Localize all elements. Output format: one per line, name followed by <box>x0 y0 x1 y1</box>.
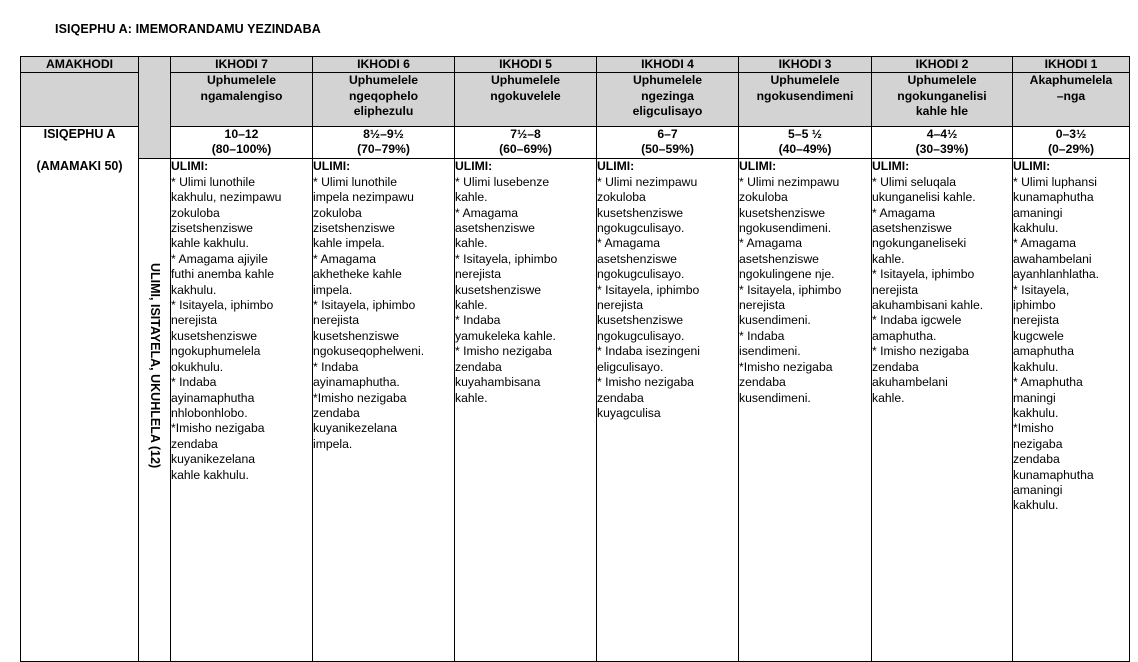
descriptor-line: Uphumelele <box>907 73 977 88</box>
rubric-table <box>20 56 1130 662</box>
criteria-line: kunamaphutha <box>1013 190 1094 205</box>
criteria-line: * Indaba <box>739 328 785 343</box>
code-label-6: IKHODI 6 <box>313 57 455 73</box>
criteria-line: kahle. <box>455 298 488 313</box>
criteria-line: nerejista <box>597 298 644 313</box>
criteria-line: zendaba <box>1013 452 1060 467</box>
criteria-line: zendaba <box>455 359 502 374</box>
criteria-line: * Ulimi seluqala <box>872 174 956 189</box>
criteria-line: ngokugculisayo. <box>597 267 685 282</box>
criteria-line: * Ulimi lusebenze <box>455 174 550 189</box>
descriptor-line: ngeqophelo <box>348 88 419 103</box>
criteria-line: impela. <box>313 436 353 451</box>
criteria-line: kusetshenziswe <box>739 205 826 220</box>
descriptor-line: ngokunganelisi <box>897 88 987 103</box>
descriptor-line: eliphezulu <box>353 103 414 118</box>
criteria-line: ayanhlanhlatha. <box>1013 267 1100 282</box>
criteria-line: kakhulu. <box>1013 359 1059 374</box>
criteria-heading: ULIMI: <box>1013 159 1051 174</box>
criteria-line: zokuloba <box>171 205 220 220</box>
criteria-heading: ULIMI: <box>313 159 351 174</box>
criteria-line: kakhulu. <box>171 282 217 297</box>
criteria-line: * Amagama <box>313 251 377 266</box>
criterion-label: ULIMI, ISITAYELA, UKUHLELA (12) <box>148 263 163 469</box>
descriptor-2 <box>872 73 1013 127</box>
codes-header: AMAKHODI <box>21 57 139 73</box>
descriptor-line: Uphumelele <box>490 73 561 88</box>
code-label-4: IKHODI 4 <box>597 57 739 73</box>
criteria-line: kusendimeni. <box>739 313 811 328</box>
criteria-line: kakhulu. <box>1013 498 1059 513</box>
criteria-6 <box>313 159 455 662</box>
criteria-line: * Indaba <box>455 313 501 328</box>
criteria-line: zendaba <box>171 436 218 451</box>
criteria-line: kahle. <box>872 390 905 405</box>
criteria-line: asetshenziswe <box>872 221 952 236</box>
descriptor-line: Uphumelele <box>348 73 419 88</box>
descriptor-spacer-cell <box>21 73 139 127</box>
criteria-line: zokuloba <box>313 205 362 220</box>
criteria-line: impela nezimpawu <box>313 190 414 205</box>
criteria-line: *Imisho nezigaba <box>739 359 833 374</box>
criteria-line: kunamaphutha <box>1013 467 1094 482</box>
descriptor-line: Akaphumelela <box>1029 73 1113 88</box>
criteria-line: maningi <box>1013 390 1056 405</box>
criteria-line: akuhambisani kahle. <box>872 298 984 313</box>
page-title: ISIQEPHU A: IMEMORANDAMU YEZINDABA <box>55 22 321 36</box>
criteria-line: asetshenziswe <box>739 251 819 266</box>
criteria-heading: ULIMI: <box>872 159 910 174</box>
criteria-line: amaphutha <box>1013 344 1074 359</box>
percent-range: (50–59%) <box>641 142 694 157</box>
criteria-line: * Isitayela, iphimbo <box>739 282 842 297</box>
criteria-line: * Ulimi luphansi <box>1013 174 1097 189</box>
criteria-line: isendimeni. <box>739 344 801 359</box>
criteria-heading: ULIMI: <box>739 159 777 174</box>
criteria-line: eligculisayo. <box>597 359 664 374</box>
criteria-line: * Amagama ajiyile <box>171 251 268 266</box>
descriptor-7 <box>171 73 313 127</box>
mark-range-7 <box>171 127 313 159</box>
percent-range: (40–49%) <box>778 142 832 157</box>
percent-range: (80–100%) <box>211 142 272 157</box>
section-name: ISIQEPHU A <box>43 127 116 142</box>
criteria-line: kuyagculisa <box>597 405 661 420</box>
criteria-line: kusetshenziswe <box>171 328 258 343</box>
descriptor-5 <box>455 73 597 127</box>
mark-range: 10–12 <box>224 127 259 142</box>
criteria-line: ngokuphumelela <box>171 344 261 359</box>
criteria-line: * Amagama <box>1013 236 1077 251</box>
codes-header-row <box>21 57 1130 73</box>
criteria-3 <box>739 159 872 662</box>
criteria-line: ngokugculisayo. <box>597 221 685 236</box>
criteria-line: ngokugculisayo. <box>597 328 685 343</box>
criteria-line: futhi anemba kahle <box>171 267 274 282</box>
mark-range: 6–7 <box>657 127 678 142</box>
criteria-line: * Imisho nezigaba <box>872 344 969 359</box>
percent-range: (60–69%) <box>499 142 552 157</box>
criteria-line: ukunganelisi kahle. <box>872 190 976 205</box>
criteria-line: ayinamaphutha <box>171 390 255 405</box>
descriptor-6 <box>313 73 455 127</box>
criteria-line: * Isitayela, iphimbo <box>171 298 274 313</box>
criteria-line: amaphutha. <box>872 328 937 343</box>
criteria-line: zokuloba <box>739 190 788 205</box>
descriptor-line: kahle hle <box>915 103 969 118</box>
mark-range: 8½–9½ <box>363 127 404 142</box>
criteria-line: kakhulu. <box>1013 405 1059 420</box>
criteria-line: * Imisho nezigaba <box>455 344 552 359</box>
criteria-line: *Imisho <box>1013 421 1054 436</box>
criteria-line: kahle. <box>455 190 488 205</box>
mark-range: 5–5 ½ <box>788 127 822 142</box>
descriptor-line: Uphumelele <box>770 73 840 88</box>
section-cell <box>21 127 139 662</box>
criteria-line: ngokunganeliseki <box>872 236 967 251</box>
criteria-7 <box>171 159 313 662</box>
criteria-line: * Amagama <box>597 236 661 251</box>
criteria-line: * Ulimi lunothile <box>171 174 255 189</box>
criteria-line: kahle impela. <box>313 236 385 251</box>
mark-range-2 <box>872 127 1013 159</box>
criteria-line: kusetshenziswe <box>313 328 400 343</box>
criteria-line: kusetshenziswe <box>597 205 684 220</box>
criteria-line: nerejista <box>313 313 360 328</box>
header-spacer-cell <box>139 57 171 159</box>
criteria-line: kusetshenziswe <box>455 282 542 297</box>
criteria-line: akuhambelani <box>872 375 948 390</box>
criteria-line: * Imisho nezigaba <box>597 375 694 390</box>
criteria-line: * Amagama <box>739 236 803 251</box>
criteria-line: amaningi <box>1013 482 1063 497</box>
descriptor-line: ngamalengiso <box>200 88 283 103</box>
descriptor-line: ngezinga <box>641 88 694 103</box>
criteria-line: nerejista <box>171 313 218 328</box>
criteria-line: * Amaphutha <box>1013 375 1083 390</box>
descriptor-line: Uphumelele <box>632 73 703 88</box>
criteria-line: * Ulimi nezimpawu <box>597 174 698 189</box>
criteria-line: * Indaba isezingeni <box>597 344 700 359</box>
criteria-line: kahle kakhulu. <box>171 236 249 251</box>
criteria-line: * Isitayela, iphimbo <box>597 282 700 297</box>
criteria-line: zisetshenziswe <box>313 221 395 236</box>
mark-range-4 <box>597 127 739 159</box>
criteria-line: zisetshenziswe <box>171 221 253 236</box>
criteria-line: * Amagama <box>872 205 936 220</box>
descriptor-line: eligculisayo <box>632 103 703 118</box>
section-marks: (AMAMAKI 50) <box>36 159 123 174</box>
mark-range-6 <box>313 127 455 159</box>
criteria-line: * Isitayela, iphimbo <box>872 267 975 282</box>
criteria-line: amaningi <box>1013 205 1063 220</box>
criteria-line: kakhulu, nezimpawu <box>171 190 282 205</box>
criteria-line: kuyahambisana <box>455 375 541 390</box>
criteria-line: kuyanikezelana <box>313 421 398 436</box>
criteria-line: iphimbo <box>1013 298 1056 313</box>
criteria-line: nhlobonhlobo. <box>171 405 248 420</box>
criterion-label-cell <box>139 159 171 662</box>
criteria-line: ngokuseqophelweni. <box>313 344 425 359</box>
criteria-line: kugcwele <box>1013 328 1064 343</box>
criteria-4 <box>597 159 739 662</box>
descriptor-line: –nga <box>1056 88 1086 103</box>
percent-range: (30–39%) <box>915 142 969 157</box>
criteria-2 <box>872 159 1013 662</box>
mark-range: 4–4½ <box>926 127 958 142</box>
criteria-line: kahle. <box>872 251 905 266</box>
descriptor-line: ngokuvelele <box>490 88 561 103</box>
criteria-line: nezigaba <box>1013 436 1063 451</box>
percent-range: (70–79%) <box>357 142 410 157</box>
mark-range: 7½–8 <box>510 127 541 142</box>
mark-range-1 <box>1013 127 1130 159</box>
descriptor-line: Uphumelele <box>206 73 277 88</box>
criteria-line: zendaba <box>597 390 644 405</box>
criteria-line: kusetshenziswe <box>597 313 684 328</box>
criteria-line: zokuloba <box>597 190 646 205</box>
criteria-line: * Indaba <box>313 359 359 374</box>
criteria-line: nerejista <box>739 298 786 313</box>
criteria-line: ngokusendimeni. <box>739 221 832 236</box>
descriptor-4 <box>597 73 739 127</box>
code-label-5: IKHODI 5 <box>455 57 597 73</box>
criteria-line: kuyanikezelana <box>171 452 256 467</box>
criteria-line: kusendimeni. <box>739 390 811 405</box>
criteria-1 <box>1013 159 1130 662</box>
mark-range: 0–3½ <box>1055 127 1087 142</box>
criteria-line: * Ulimi lunothile <box>313 174 397 189</box>
criteria-line: kahle. <box>455 390 488 405</box>
criteria-row <box>21 159 1130 662</box>
criteria-line: * Isitayela, <box>1013 282 1070 297</box>
descriptor-1 <box>1013 73 1130 127</box>
criteria-line: * Indaba igcwele <box>872 313 962 328</box>
criteria-line: akhetheke kahle <box>313 267 402 282</box>
criteria-line: impela. <box>313 282 353 297</box>
mark-range-5 <box>455 127 597 159</box>
criteria-line: * Indaba <box>171 375 217 390</box>
code-label-1: IKHODI 1 <box>1013 57 1130 73</box>
criteria-line: *Imisho nezigaba <box>313 390 407 405</box>
criteria-line: nerejista <box>455 267 502 282</box>
criteria-line: nerejista <box>1013 313 1060 328</box>
criteria-line: yamukeleka kahle. <box>455 328 556 343</box>
mark-range-row <box>21 127 1130 159</box>
criteria-line: ngokulingene nje. <box>739 267 835 282</box>
criteria-line: awahambelani <box>1013 251 1092 266</box>
mark-range-3 <box>739 127 872 159</box>
criteria-5 <box>455 159 597 662</box>
criteria-line: * Isitayela, iphimbo <box>313 298 416 313</box>
criteria-line: *Imisho nezigaba <box>171 421 265 436</box>
criteria-line: zendaba <box>872 359 919 374</box>
criteria-line: * Isitayela, iphimbo <box>455 251 558 266</box>
descriptor-row <box>21 73 1130 127</box>
code-label-2: IKHODI 2 <box>872 57 1013 73</box>
code-label-7: IKHODI 7 <box>171 57 313 73</box>
descriptor-3 <box>739 73 872 127</box>
code-label-3: IKHODI 3 <box>739 57 872 73</box>
criteria-line: kahle. <box>455 236 488 251</box>
criteria-heading: ULIMI: <box>171 159 209 174</box>
criteria-heading: ULIMI: <box>455 159 493 174</box>
percent-range: (0–29%) <box>1047 142 1095 157</box>
criteria-heading: ULIMI: <box>597 159 635 174</box>
criteria-line: kakhulu. <box>1013 221 1059 236</box>
criteria-line: ayinamaphutha. <box>313 375 400 390</box>
criteria-line: zendaba <box>313 405 360 420</box>
criteria-line: * Ulimi nezimpawu <box>739 174 840 189</box>
criteria-line: * Amagama <box>455 205 519 220</box>
criteria-line: kahle kakhulu. <box>171 467 249 482</box>
criteria-line: okukhulu. <box>171 359 224 374</box>
criteria-line: asetshenziswe <box>597 251 677 266</box>
descriptor-line: ngokusendimeni <box>756 88 854 103</box>
criteria-line: asetshenziswe <box>455 221 535 236</box>
criteria-line: zendaba <box>739 375 786 390</box>
criteria-line: nerejista <box>872 282 919 297</box>
